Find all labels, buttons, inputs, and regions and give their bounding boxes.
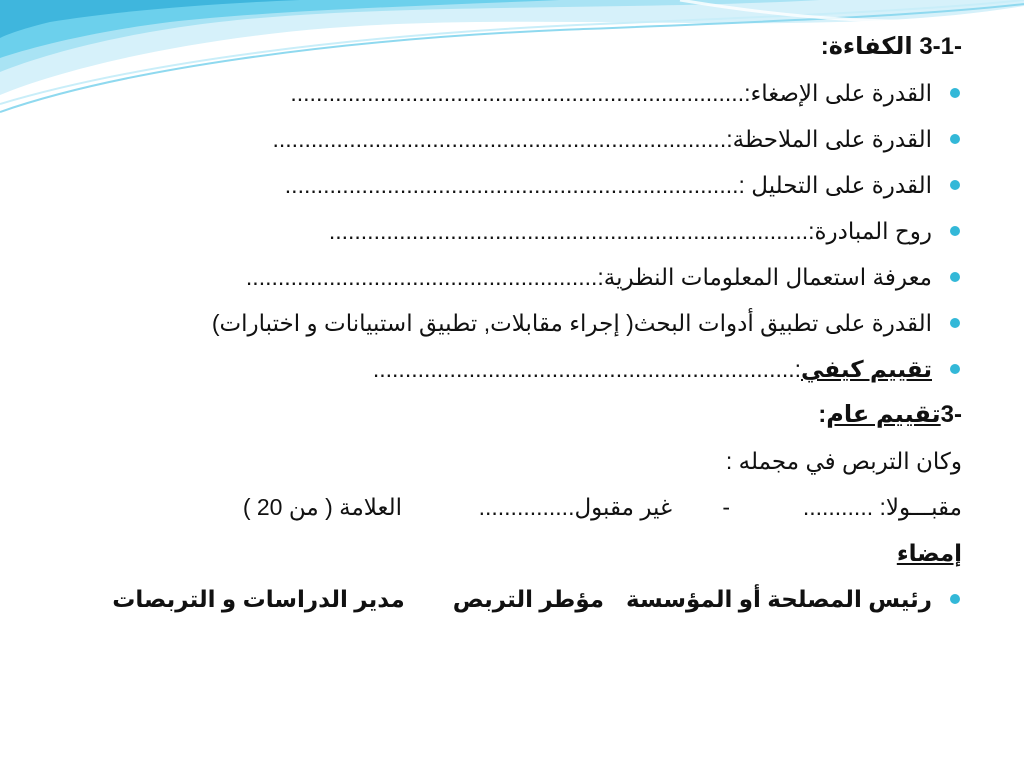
competence-item-dots: ....................................................................... <box>272 126 727 152</box>
competence-item <box>40 122 962 168</box>
not-accepted-option: غير مقبول............... <box>478 494 672 520</box>
qualitative-evaluation-dots: .................................................................. <box>372 356 795 382</box>
general-evaluation-colon: : <box>818 401 827 428</box>
bullet-icon <box>950 272 960 282</box>
competence-item-label: القدرة على تطبيق أدوات البحث( إجراء مقابلات, تطبيق استبيانات و اختبارات) <box>211 310 932 336</box>
competence-item-dots: ....................................................................... <box>284 172 739 198</box>
bullet-icon <box>950 594 960 604</box>
competence-item <box>40 168 962 214</box>
competence-item <box>40 214 962 260</box>
signer-department-head: رئيس المصلحة أو المؤسسة <box>626 586 932 612</box>
bullet-icon <box>950 364 960 374</box>
signature-heading-row <box>40 536 962 582</box>
signers-row <box>40 582 962 628</box>
signer-internship-supervisor: مؤطر التربص <box>452 586 605 612</box>
signer-studies-director: مدير الدراسات و التربصات <box>112 586 405 612</box>
evaluation-form <box>40 30 962 628</box>
competence-item-dots: ........................................................................... <box>328 218 809 244</box>
accepted-option: مقبـــولا: ........... <box>802 494 962 520</box>
overall-text <box>40 444 962 490</box>
competence-item-label: القدرة على الإصغاء: <box>744 80 932 106</box>
competence-heading <box>40 30 962 76</box>
evaluation-options <box>40 490 962 536</box>
competence-item-label: معرفة استعمال المعلومات النظرية: <box>597 264 932 290</box>
competence-heading-title: الكفاءة: <box>820 33 913 60</box>
option-separator: - <box>722 494 730 520</box>
competence-item-label: القدرة على التحليل : <box>738 172 932 198</box>
bullet-icon <box>950 88 960 98</box>
qualitative-evaluation <box>40 352 962 398</box>
signature-heading: إمضاء <box>896 540 962 566</box>
general-evaluation-number: 3- <box>940 401 962 428</box>
grade-label: العلامة ( من 20 ) <box>242 494 402 520</box>
competence-item-dots: ....................................................................... <box>290 80 745 106</box>
competence-item <box>40 260 962 306</box>
competence-item <box>40 306 962 352</box>
bullet-icon <box>950 318 960 328</box>
qualitative-evaluation-label: تقييم كيفي <box>801 356 932 382</box>
competence-item <box>40 76 962 122</box>
competence-item-dots: ....................................................... <box>245 264 598 290</box>
bullet-icon <box>950 226 960 236</box>
bullet-icon <box>950 134 960 144</box>
competence-heading-number: 3-1- <box>919 33 962 60</box>
general-evaluation-heading <box>40 398 962 444</box>
general-evaluation-title: تقييم عام <box>826 401 941 428</box>
qualitative-evaluation-colon: : <box>794 356 802 382</box>
competence-item-label: روح المبادرة: <box>808 218 932 244</box>
overall-text-line: وكان التربص في مجمله : <box>725 448 962 474</box>
bullet-icon <box>950 180 960 190</box>
competence-item-label: القدرة على الملاحظة: <box>726 126 932 152</box>
